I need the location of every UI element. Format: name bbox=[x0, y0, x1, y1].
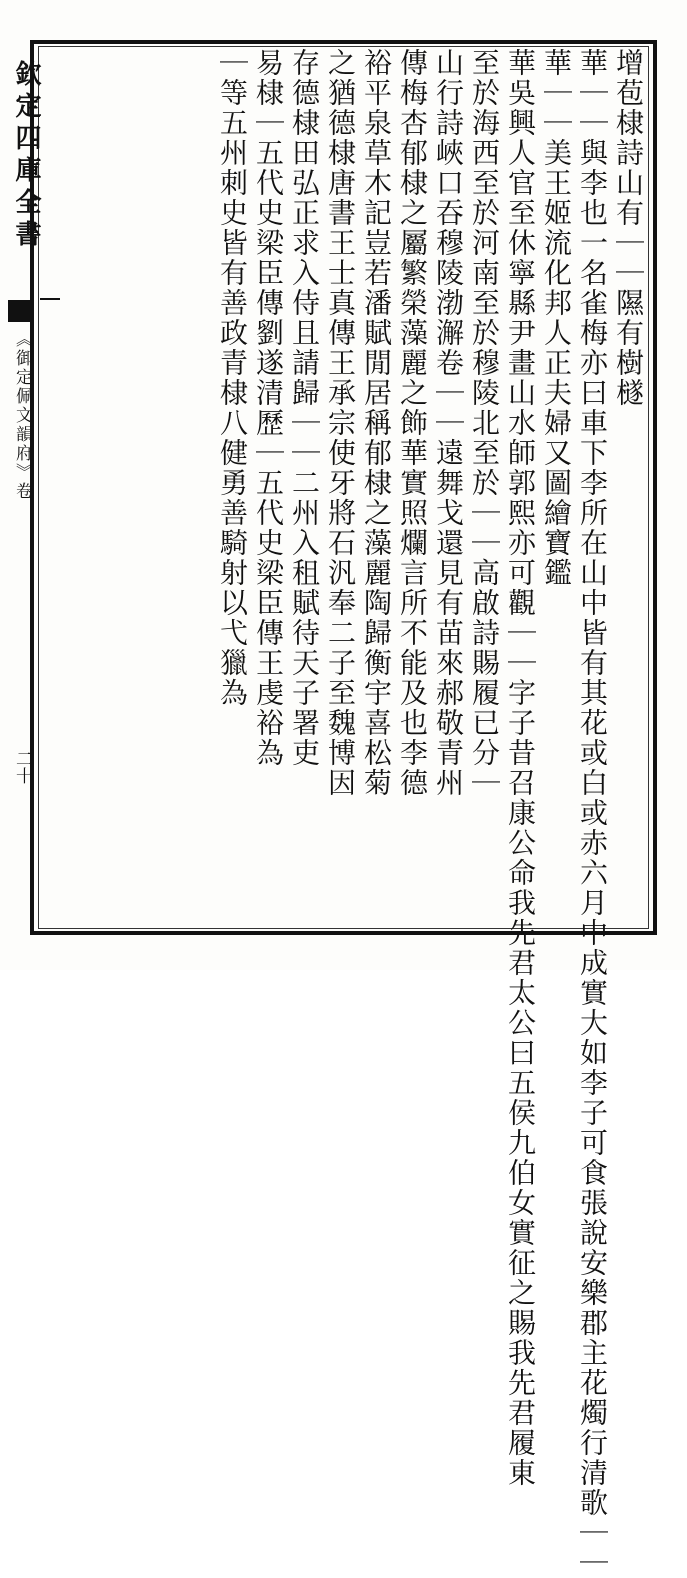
text-column: 傳梅杏郁棣之屬繁榮藻麗之飾華實照爛言所不能及也李德 bbox=[396, 48, 429, 798]
text-column: 山行詩峽口吞穆陵渤澥卷｜｜遠舞戈還見有苗來郝敬青州 bbox=[432, 48, 465, 798]
text-column: 華吳興人官至休寧縣尹畫山水師郭熙亦可觀｜｜字子昔召康公命我先君太公曰五侯九伯女實征之賜我先君履東 bbox=[504, 48, 537, 1488]
text-column: 華｜｜與李也一名雀梅亦曰車下李所在山中皆有其花或白或赤六月中成實大如李子可食張說安樂郡主花燭行清歌｜｜ bbox=[576, 48, 609, 1578]
text-column: 存德棣田弘正求入侍且請歸｜｜二州入租賦待天子署吏 bbox=[288, 48, 321, 768]
text-column: 至於海西至於河南至於穆陵北至於｜｜高啟詩賜履已分｜ bbox=[468, 48, 501, 798]
margin-divider bbox=[40, 298, 60, 300]
fish-tail-mark-icon bbox=[8, 300, 34, 322]
text-column: 易棣｜五代史梁臣傳劉遂清歷｜五代史梁臣傳王虔裕為 bbox=[252, 48, 285, 768]
margin-book-title: 《御定佩文韻府》卷 bbox=[12, 330, 32, 501]
text-column: 之猶德棣唐書王士真傳王承宗使牙將石汎奉二子至魏博因 bbox=[324, 48, 357, 798]
margin-page-number: 二十 bbox=[12, 750, 32, 784]
text-column: ｜等五州刺史皆有善政青棣八健勇善騎射以弋獵為 bbox=[216, 48, 249, 708]
text-column: 增苞棣詩山有｜｜隰有樹檖 bbox=[612, 48, 645, 408]
margin-title: 欽定四庫全書 bbox=[11, 60, 41, 252]
text-body bbox=[60, 48, 645, 1578]
page-margin bbox=[4, 60, 41, 920]
text-column: 華｜｜美王姬流化邦人正夫婦又圖繪寶鑑 bbox=[540, 48, 573, 588]
text-column: 裕平泉草木記豈若潘賦閒居稱郁棣之藻麗陶歸衡宇喜松菊 bbox=[360, 48, 393, 798]
